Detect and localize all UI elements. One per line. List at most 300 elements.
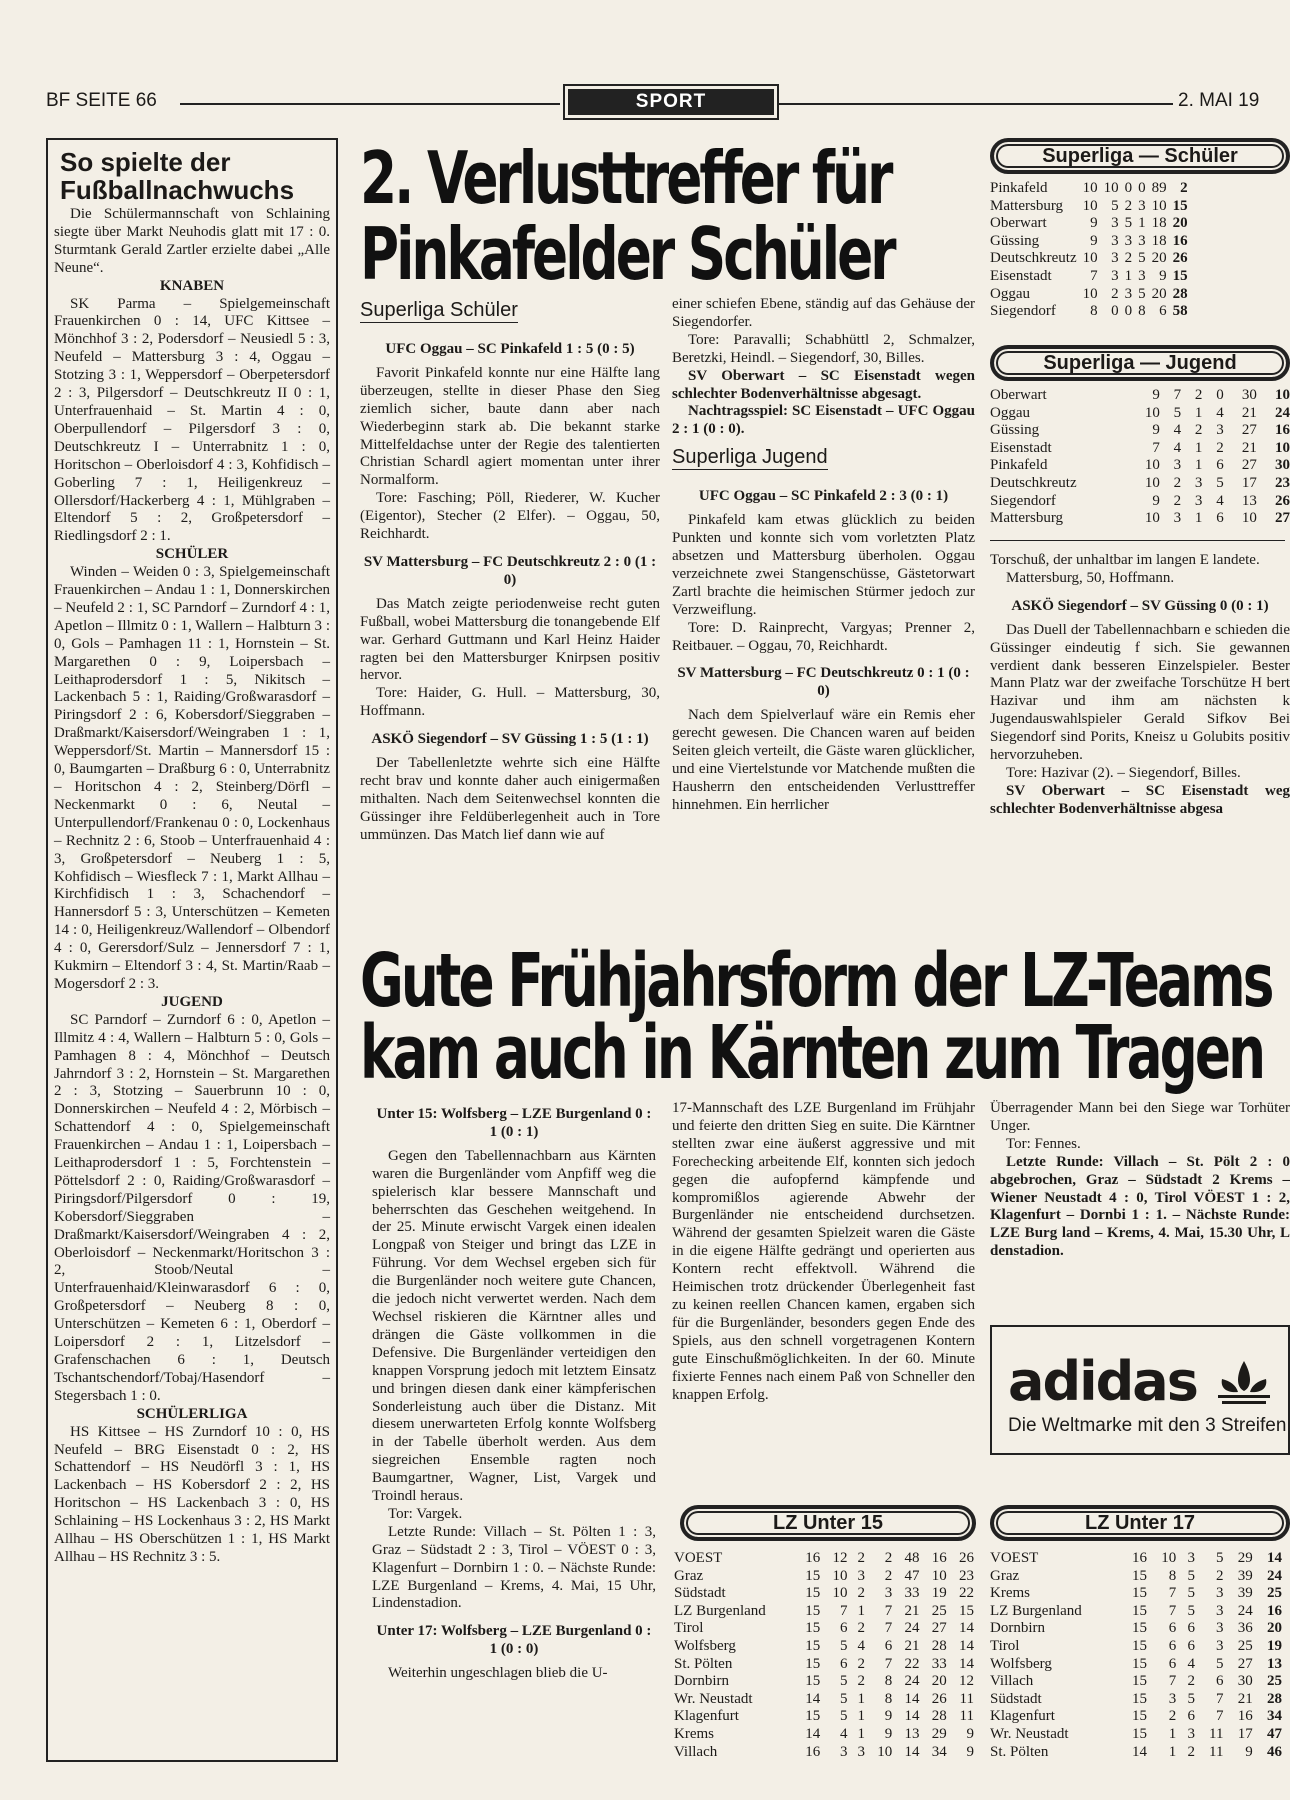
- stat-cell: 10: [1103, 180, 1119, 196]
- stat-cell: 10: [1275, 439, 1290, 456]
- stat-cell: 5: [840, 1690, 848, 1707]
- table-row: [990, 180, 1188, 198]
- stat-cell: 15: [805, 1585, 821, 1602]
- table-row: [674, 1656, 974, 1674]
- team-name: Siegendorf: [990, 303, 1056, 320]
- stat-cell: 15: [1132, 1725, 1148, 1742]
- team-name: Pinkafeld: [990, 457, 1048, 474]
- stat-cell: 3: [1111, 215, 1119, 232]
- team-name: Klagenfurt: [990, 1708, 1055, 1725]
- paragraph: Pinkafeld kam etwas glücklich zu beiden Punkten und konnte sich vom vorletzten Platz absetzen und Mattersburg überholen. Oggau verzeichnete zwei Stangenschüsse, Gästetorwart Zartl brachte die heimischen Stürmer jedoch zur Verzweiflung.: [672, 512, 975, 618]
- stat-cell: 25: [1237, 1637, 1253, 1654]
- stat-cell: 22: [959, 1585, 974, 1602]
- stat-cell: 3: [857, 1743, 866, 1760]
- stat-cell: 15: [1132, 1620, 1148, 1637]
- stat-cell: 19: [1267, 1637, 1282, 1654]
- team-name: Klagenfurt: [674, 1708, 739, 1725]
- stat-cell: 26: [931, 1690, 947, 1707]
- stat-cell: 7: [1090, 267, 1098, 284]
- adidas-advertisement: [990, 1325, 1290, 1455]
- stat-cell: 15: [805, 1637, 821, 1654]
- stat-cell: 7: [884, 1620, 893, 1637]
- stat-cell: 0: [1124, 303, 1133, 320]
- stat-cell: 24: [1267, 1567, 1282, 1584]
- stat-cell: 29: [931, 1725, 947, 1742]
- team-name: Südstadt: [990, 1690, 1042, 1707]
- match-heading: SV Mattersburg – FC Deutschkreutz 0 : 1 (0 : 0): [677, 665, 970, 700]
- stat-cell: 5: [1111, 197, 1119, 214]
- stat-cell: 6: [1187, 1620, 1196, 1637]
- stat-cell: 2: [1216, 439, 1224, 456]
- table-row: [674, 1585, 974, 1603]
- header-rule: [778, 103, 1173, 105]
- stat-cell: 2: [1173, 474, 1182, 491]
- match-heading: UFC Oggau – SC Pinkafeld 2 : 3 (0 : 1): [698, 488, 949, 505]
- section-heading: SCHÜLERLIGA: [136, 1405, 248, 1422]
- team-name: Siegendorf: [990, 492, 1056, 509]
- stat-cell: 11: [959, 1708, 974, 1725]
- stat-cell: 4: [840, 1725, 848, 1742]
- table-row: [674, 1691, 974, 1709]
- stat-cell: 3: [1138, 267, 1146, 284]
- stat-cell: 5: [1216, 1655, 1224, 1672]
- stat-cell: 20: [1151, 285, 1167, 302]
- stat-cell: 2: [1124, 250, 1133, 267]
- team-name: LZ Burgenland: [990, 1602, 1082, 1619]
- stat-cell: 5: [1216, 1550, 1224, 1566]
- stat-cell: 3: [1216, 1620, 1224, 1637]
- stat-cell: 39: [1237, 1567, 1253, 1584]
- stat-cell: 16: [1237, 1708, 1253, 1725]
- stat-cell: 9: [1152, 422, 1160, 439]
- stat-cell: 15: [1132, 1567, 1148, 1584]
- article2-headline: [360, 938, 1277, 1096]
- team-name: Dornbirn: [674, 1673, 729, 1690]
- team-name: Dornbirn: [990, 1620, 1045, 1637]
- match-heading: UFC Oggau – SC Pinkafeld 1 : 5 (0 : 5): [385, 341, 635, 357]
- paragraph: Tore: D. Rainprecht, Vargyas; Prenner 2, Reitbauer. – Oggau, 70, Reichhardt.: [672, 619, 975, 654]
- stat-cell: 8: [884, 1690, 893, 1707]
- stat-cell: 9: [1090, 232, 1098, 249]
- page-number: BF SEITE 66: [46, 90, 157, 111]
- team-name: St. Pölten: [990, 1743, 1049, 1760]
- stat-cell: 17: [1241, 474, 1257, 491]
- stat-cell: 1: [1194, 510, 1203, 527]
- stat-cell: 10: [1082, 197, 1098, 214]
- stat-cell: 6: [1216, 457, 1224, 474]
- table-row: [990, 233, 1188, 251]
- stat-cell: 3: [1111, 232, 1119, 249]
- stat-cell: 15: [1132, 1585, 1148, 1602]
- stat-cell: 9: [1245, 1743, 1253, 1760]
- table-row: [990, 1691, 1282, 1709]
- stat-cell: 4: [1187, 1655, 1196, 1672]
- paragraph: Letzte Runde: Villach – St. Pölten 1 : 3, Graz – Südstadt 2 : 3, Tirol – VÖEST 0 : 3, Klagenfurt – Dornbirn 1 : 0. – Nächste Runde: LZE Burgenland – Krems, 4. Mai, 15 Uhr, Lindenstadion.: [372, 1523, 656, 1612]
- stat-cell: 25: [1267, 1673, 1282, 1690]
- stat-cell: 6: [1187, 1708, 1196, 1725]
- stat-cell: 16: [1275, 422, 1290, 439]
- stat-cell: 20: [931, 1673, 947, 1690]
- stat-cell: 6: [840, 1620, 848, 1637]
- stat-cell: 9: [966, 1725, 974, 1742]
- stat-cell: 10: [1144, 474, 1160, 491]
- stat-cell: 2: [857, 1673, 866, 1690]
- stat-cell: 5: [1187, 1690, 1196, 1707]
- paragraph: Die Schülermannschaft von Schlaining siegte über Markt Neuhodis glatt mit 17 : 0. Sturmtank Gerald Zartler erzielte dabei „Alle Neune“.: [54, 206, 330, 276]
- stat-cell: 24: [904, 1673, 920, 1690]
- stat-cell: 3: [1216, 1637, 1224, 1654]
- stat-cell: 47: [1267, 1725, 1282, 1742]
- stat-cell: 13: [904, 1725, 920, 1742]
- stat-cell: 12: [832, 1550, 848, 1566]
- stat-cell: 4: [1173, 439, 1182, 456]
- stat-cell: 7: [884, 1602, 893, 1619]
- stat-cell: 5: [840, 1673, 848, 1690]
- stat-cell: 2: [1173, 492, 1182, 509]
- stat-cell: 15: [805, 1567, 821, 1584]
- stat-cell: 89: [1151, 180, 1167, 196]
- trefoil-icon: [1214, 1357, 1274, 1407]
- table-row: [990, 1656, 1282, 1674]
- table-row: [674, 1568, 974, 1586]
- stat-cell: 16: [1267, 1602, 1282, 1619]
- match-heading: SV Mattersburg – FC Deutschkreutz 2 : 0 (1 : 0): [363, 553, 657, 588]
- article1-column: [672, 296, 975, 912]
- stat-cell: 6: [840, 1655, 848, 1672]
- paragraph: Tor: Fennes.: [1006, 1135, 1081, 1152]
- stat-cell: 26: [1275, 492, 1290, 509]
- table-row: [674, 1603, 974, 1621]
- table-row: [990, 1550, 1282, 1568]
- stat-cell: 14: [1267, 1550, 1282, 1566]
- team-name: Wolfsberg: [990, 1655, 1052, 1672]
- stat-cell: 15: [805, 1602, 821, 1619]
- stat-cell: 10: [877, 1743, 893, 1760]
- stat-cell: 1: [1168, 1725, 1177, 1742]
- stat-cell: 23: [1275, 474, 1290, 491]
- stat-cell: 24: [1237, 1602, 1253, 1619]
- stat-cell: 7: [1152, 439, 1160, 456]
- stat-cell: 15: [1132, 1708, 1148, 1725]
- stat-cell: 33: [904, 1585, 920, 1602]
- paragraph: Überragender Mann bei den Siege war Torhüter Unger.: [990, 1100, 1290, 1134]
- stat-cell: 10: [1241, 510, 1257, 527]
- stat-cell: 2: [1180, 180, 1188, 196]
- stat-cell: 3: [1187, 1725, 1196, 1742]
- stat-cell: 2: [1194, 387, 1203, 403]
- stat-cell: 6: [1216, 1673, 1224, 1690]
- stat-cell: 1: [1138, 215, 1146, 232]
- paragraph: Tor: Vargek.: [388, 1505, 463, 1522]
- stat-cell: 30: [1237, 1673, 1253, 1690]
- stat-cell: 3: [1124, 285, 1133, 302]
- paragraph: 17-Mannschaft des LZE Burgenland im Frühjahr und feierte den dritten Sieg en suite. Die Kärntner stellten zwar eine äußerst aggressive und mit Forechecking arbeitende Elf, konnten sich jedoch gegen die aufopfernd kämpfende und kompromißlos agierende Abwehr der Burgenländer nie entscheidend durchsetzen. Während der gesamten Spielzeit waren die Gäste in die eigene Hälfte gedrängt und operierten aus Kontern recht effektvoll. Während die Heimischen trotz drückender Überlegenheit fast zu keinen reellen Chancen kamen, ergaben sich für die Burgenländer, besonders gegen Ende des Spiels, aus den schnell vorgetragenen Kontern gute Einschußmöglichkeiten. In der 60. Minute fixierte Fennes nach einem Paß von Schneller den knappen Erfolg.: [672, 1100, 975, 1403]
- stat-cell: 18: [1151, 215, 1167, 232]
- stat-cell: 7: [1173, 387, 1182, 403]
- paragraph: Tore: Fasching; Pöll, Riederer, W. Kucher (Eigentor), Stecher (2 Elfer). – Oggau, 50, Reichhardt.: [360, 490, 660, 543]
- match-heading: Unter 15: Wolfsberg – LZE Burgenland 0 : 1 (0 : 1): [376, 1106, 652, 1140]
- divider: [990, 540, 1285, 541]
- subsection-heading: Superliga Schüler: [360, 299, 518, 321]
- table-header: LZ Unter 17: [990, 1505, 1290, 1541]
- stat-cell: 6: [1187, 1637, 1196, 1654]
- table-row: [674, 1620, 974, 1638]
- stat-cell: 3: [1138, 232, 1146, 249]
- headline-line: Pinkafelder Schüler: [360, 212, 894, 296]
- stat-cell: 5: [1138, 285, 1146, 302]
- section-heading: KNABEN: [159, 277, 225, 294]
- team-name: Güssing: [990, 232, 1040, 249]
- stat-cell: 1: [857, 1725, 866, 1742]
- table-row: [990, 1568, 1282, 1586]
- stat-cell: 5: [1187, 1602, 1196, 1619]
- stat-cell: 10: [1082, 250, 1098, 267]
- table-header: Superliga — Schüler: [990, 138, 1290, 174]
- table-row: [990, 405, 1290, 423]
- stat-cell: 0: [1138, 180, 1146, 196]
- stat-cell: 15: [1132, 1637, 1148, 1654]
- team-name: Graz: [674, 1567, 704, 1584]
- stat-cell: 10: [1144, 404, 1160, 421]
- stat-cell: 16: [805, 1743, 821, 1760]
- section-heading: JUGEND: [161, 993, 223, 1010]
- stat-cell: 8: [1090, 303, 1098, 320]
- stat-cell: 9: [1152, 492, 1160, 509]
- stat-cell: 14: [959, 1637, 974, 1654]
- team-name: Mattersburg: [990, 197, 1064, 214]
- stat-cell: 14: [959, 1655, 974, 1672]
- table-row: [990, 387, 1290, 405]
- bold-paragraph: Nachtragsspiel: SC Eisenstadt – UFC Oggau 2 : 1 (0 : 0).: [672, 403, 975, 438]
- adidas-logo: adidas: [1008, 1350, 1197, 1413]
- team-name: Krems: [674, 1725, 714, 1742]
- stat-cell: 25: [931, 1602, 947, 1619]
- stat-cell: 5: [1124, 215, 1133, 232]
- issue-date: 2. MAI 19: [1178, 90, 1260, 111]
- stat-cell: 3: [1124, 232, 1133, 249]
- table-row: [990, 1726, 1282, 1744]
- stat-cell: 47: [904, 1567, 920, 1584]
- team-name: Krems: [990, 1585, 1030, 1602]
- stat-cell: 48: [904, 1550, 920, 1566]
- stat-cell: 29: [1237, 1550, 1253, 1566]
- stat-cell: 10: [1151, 197, 1167, 214]
- table-row: [990, 1620, 1282, 1638]
- table-row: [990, 303, 1188, 321]
- stat-cell: 9: [1159, 267, 1167, 284]
- results-body: [54, 206, 330, 1567]
- stat-cell: 24: [1275, 404, 1290, 421]
- table-row: [674, 1550, 974, 1568]
- stat-cell: 3: [1173, 457, 1182, 474]
- bold-paragraph: SV Oberwart – SC Eisenstadt weg schlechter Bodenverhältnisse abgesa: [990, 782, 1290, 817]
- article1-column: [990, 552, 1290, 912]
- table-row: [990, 1673, 1282, 1691]
- stat-cell: 0: [1216, 387, 1224, 403]
- table-row: [990, 215, 1188, 233]
- stat-cell: 16: [1172, 232, 1188, 249]
- table-row: [990, 475, 1290, 493]
- stat-cell: 3: [1138, 197, 1146, 214]
- paragraph: Der Tabellenletzte wehrte sich eine Hälfte recht brav und konnte daher auch einigermaßen mithalten. Nach dem Seitenwechsel konnten die Güssinger ihre Feldüberlegenheit auch in Tore ummünzen. Das Match lief dann wie auf: [360, 755, 660, 843]
- stat-cell: 58: [1172, 303, 1188, 320]
- stat-cell: 28: [931, 1708, 947, 1725]
- table-row: [990, 1744, 1282, 1762]
- stat-cell: 6: [1168, 1620, 1177, 1637]
- table-row: [990, 286, 1188, 304]
- stat-cell: 7: [1168, 1673, 1177, 1690]
- stat-cell: 7: [1168, 1585, 1177, 1602]
- stat-cell: 5: [1173, 404, 1182, 421]
- stat-cell: 18: [1151, 232, 1167, 249]
- paragraph: SC Parndorf – Zurndorf 6 : 0, Apetlon – Illmitz 4 : 4, Wallern – Halbturn 5 : 0, Gols – Pamhagen 8 : 4, Mönchhof – Deutsch Jahrndorf 3 : 2, Hornstein – St. Margarethen 2 : 3, Stotzing – Sauerbrunn 10 : 0, Donnerskirchen – Neufeld 4 : 2, Mörbisch – Schattendorf 4 : 0, Spielgemeinschaft Frauenkirchen – Andau 1 : 1, Loipersbach – Leithaprodersdorf 1 : 5, Forchtenstein – Pöttelsdorf 2 : 0, Raiding/Großwarasdorf – Piringsdorf/Pilgersdorf 0 : 19, Kobersdorf/Sieggraben – Draßmarkt/Kaisersdorf/Weingraben 4 : 2, Oberloisdorf – Neckenmarkt/Horitschon 3 : 2, Stoob/Neutal – Unterfrauenhaid/Kleinwarasdorf 6 : 0, Großpetersdorf – Neuberg 8 : 0, Unterschützen – Kemeten 6 : 1, Oberdorf – Loipersdorf 2 : 1, Litzelsdorf – Grafenschachen 6 : 1, Deutsch Tschantschendorf/Tobaj/Hasendorf – Stegersbach 1 : 0.: [54, 1011, 330, 1404]
- stat-cell: 6: [1216, 510, 1224, 527]
- table-row: [990, 510, 1290, 528]
- stat-cell: 3: [840, 1743, 848, 1760]
- stat-cell: 12: [959, 1673, 974, 1690]
- team-name: Wr. Neustadt: [990, 1725, 1069, 1742]
- team-name: VOEST: [674, 1550, 723, 1566]
- team-name: Wr. Neustadt: [674, 1690, 753, 1707]
- stat-cell: 3: [1216, 422, 1224, 439]
- stat-cell: 15: [805, 1655, 821, 1672]
- headline-line: 2. Verlusttreffer für: [360, 136, 891, 220]
- stat-cell: 14: [904, 1690, 920, 1707]
- stat-cell: 8: [884, 1673, 893, 1690]
- stat-cell: 2: [857, 1620, 866, 1637]
- stat-cell: 17: [1237, 1725, 1253, 1742]
- stat-cell: 27: [931, 1620, 947, 1637]
- table-header: LZ Unter 15: [680, 1505, 976, 1541]
- paragraph: SK Parma – Spielgemeinschaft Frauenkirchen 0 : 14, UFC Kittsee – Mönchhof 3 : 2, Podersdorf – Neusiedl 5 : 3, Neufeld – Mattersburg 3 : 4, Oggau – Stotzing 3 : 1, Weppersdorf – Oberpetersdorf 2 : 3, Pilgersdorf – Deutschkreutz II 0 : 1, Unterfrauenhaid – St. Martin 4 : 0, Oberpullendorf – Pilgersdorf 3 : 0, Deutschkreutz I – Unterrabnitz 1 : 0, Horitschon – Oberloisdorf 4 : 3, Kohfidisch – Goberling 7 : 1, Heiligenkreuz – Ollersdorf/Hackerberg 4 : 1, Mühlgraben – Eltendorf 5 : 2, Großpetersdorf – Riedlingsdorf 2 : 1.: [54, 295, 330, 545]
- stat-cell: 2: [884, 1550, 893, 1566]
- stat-cell: 1: [857, 1690, 866, 1707]
- table-header: Superliga — Jugend: [990, 345, 1290, 381]
- stat-cell: 1: [857, 1602, 866, 1619]
- table-row: [990, 250, 1188, 268]
- bold-paragraph: Letzte Runde: Villach – St. Pölt 2 : 0 abgebrochen, Graz – Südstadt 2 Krems – Wiener Neustadt 4 : 0, Tirol VÖEST 1 : 2, Klagenfurt – Dornbi 1 : 1. – Nächste Runde: LZE Burg land – Krems, 4. Mai, 15.30 Uhr, L denstadion.: [990, 1153, 1290, 1260]
- team-name: Graz: [990, 1567, 1020, 1584]
- stat-cell: 22: [904, 1655, 920, 1672]
- paragraph: Favorit Pinkafeld konnte nur eine Hälfte lang überzeugen, stellte in dieser Phase den Sieg ziemlich sicher, baute dann aber nach Wiederbeginn stark ab. Die bekannt starke Mittelfeldachse unter der Regie des talentierten Christian Schardl agiert momentan unter ihrer Normalform.: [360, 364, 660, 489]
- stat-cell: 2: [1111, 285, 1119, 302]
- table-row: [990, 1638, 1282, 1656]
- stat-cell: 15: [959, 1602, 974, 1619]
- team-name: Tirol: [674, 1620, 704, 1637]
- stat-cell: 2: [857, 1655, 866, 1672]
- stat-cell: 7: [1216, 1708, 1224, 1725]
- stat-cell: 20: [1172, 215, 1188, 232]
- stat-cell: 28: [1267, 1690, 1282, 1707]
- table-row: [990, 422, 1290, 440]
- paragraph: Das Duell der Tabellennachbarn e schieden die Güssinger eindeutig f sich. Sie gewannen verdient dank besseren Einzelspieler. Bester Mann Platz war der zweifache Torschütze H bert Hazivar und ihm am nächsten k Jugendauswahlspieler Gerald Sifkov Bei Siegendorf sind Porits, Kneisz u Golubits positiv hervorzuheben.: [990, 621, 1290, 764]
- stat-cell: 5: [1138, 250, 1146, 267]
- stat-cell: 13: [1267, 1655, 1282, 1672]
- stat-cell: 1: [1194, 439, 1203, 456]
- stat-cell: 6: [1168, 1655, 1177, 1672]
- section-label: SPORT: [563, 84, 779, 120]
- team-name: Eisenstadt: [990, 439, 1052, 456]
- stat-cell: 11: [1209, 1725, 1224, 1742]
- stat-cell: 46: [1267, 1743, 1282, 1760]
- stat-cell: 5: [1187, 1567, 1196, 1584]
- stat-cell: 15: [1132, 1673, 1148, 1690]
- stat-cell: 15: [1132, 1655, 1148, 1672]
- stat-cell: 8: [1138, 303, 1146, 320]
- results-title: So spielte der Fußballnachwuchs: [60, 147, 295, 205]
- stat-cell: 26: [1172, 250, 1188, 267]
- stat-cell: 27: [1241, 457, 1257, 474]
- team-name: Deutschkreutz: [990, 474, 1077, 491]
- stat-cell: 3: [1194, 474, 1203, 491]
- stat-cell: 16: [805, 1550, 821, 1566]
- stat-cell: 3: [857, 1567, 866, 1584]
- stat-cell: 15: [805, 1708, 821, 1725]
- stat-cell: 7: [1216, 1690, 1224, 1707]
- stat-cell: 14: [805, 1690, 821, 1707]
- paragraph: HS Kittsee – HS Zurndorf 10 : 0, HS Neufeld – BRG Eisenstadt 0 : 2, HS Schattendorf – HS Neudörfl 3 : 1, HS Lackenbach – HS Kobersdorf 2 : 2, HS Horitschon – HS Lackenbach 3 : 0, HS Schlaining – HS Lockenhaus 3 : 2, HS Markt Allhau – HS Oberschützen 1 : 1, HS Markt Allhau – HS Rechnitz 3 : 5.: [54, 1423, 330, 1565]
- stat-cell: 2: [857, 1585, 866, 1602]
- team-name: Oberwart: [990, 215, 1047, 232]
- stat-cell: 4: [1216, 492, 1224, 509]
- stat-cell: 30: [1241, 387, 1257, 403]
- team-name: Deutschkreutz: [990, 250, 1077, 267]
- stat-cell: 21: [904, 1637, 920, 1654]
- stat-cell: 2: [1187, 1673, 1196, 1690]
- stat-cell: 2: [1124, 197, 1133, 214]
- stat-cell: 1: [1194, 457, 1203, 474]
- stat-cell: 5: [1187, 1585, 1196, 1602]
- paragraph: einer schiefen Ebene, ständig auf das Gehäuse der Siegendorfer.: [672, 296, 975, 330]
- stat-cell: 5: [840, 1708, 848, 1725]
- article1-column: [360, 292, 660, 912]
- stat-cell: 9: [884, 1725, 893, 1742]
- stat-cell: 2: [1216, 1567, 1224, 1584]
- stat-cell: 1: [1168, 1743, 1177, 1760]
- standings-table-u15: [674, 1550, 974, 1761]
- stat-cell: 14: [805, 1725, 821, 1742]
- stat-cell: 3: [884, 1585, 893, 1602]
- stat-cell: 10: [1161, 1550, 1177, 1566]
- stat-cell: 28: [931, 1637, 947, 1654]
- stat-cell: 2: [1168, 1708, 1177, 1725]
- team-name: Oberwart: [990, 387, 1047, 403]
- team-name: Südstadt: [674, 1585, 726, 1602]
- stat-cell: 6: [1159, 303, 1167, 320]
- stat-cell: 9: [966, 1743, 974, 1760]
- stat-cell: 15: [1172, 267, 1188, 284]
- stat-cell: 1: [857, 1708, 866, 1725]
- match-heading: ASKÖ Siegendorf – SV Güssing 1 : 5 (1 : 1): [371, 731, 649, 748]
- stat-cell: 2: [884, 1567, 893, 1584]
- stat-cell: 2: [857, 1550, 866, 1566]
- section-heading: SCHÜLER: [155, 546, 229, 563]
- stat-cell: 3: [1194, 492, 1203, 509]
- stat-cell: 3: [1216, 1585, 1224, 1602]
- team-name: LZ Burgenland: [674, 1602, 766, 1619]
- stat-cell: 14: [1132, 1743, 1148, 1760]
- stat-cell: 15: [1132, 1690, 1148, 1707]
- stat-cell: 14: [904, 1708, 920, 1725]
- stat-cell: 34: [931, 1743, 947, 1760]
- stat-cell: 7: [840, 1602, 848, 1619]
- table-row: [674, 1726, 974, 1744]
- team-name: VOEST: [990, 1550, 1039, 1566]
- stat-cell: 13: [1241, 492, 1257, 509]
- stat-cell: 27: [1241, 422, 1257, 439]
- stat-cell: 16: [931, 1550, 947, 1566]
- stat-cell: 7: [1168, 1602, 1177, 1619]
